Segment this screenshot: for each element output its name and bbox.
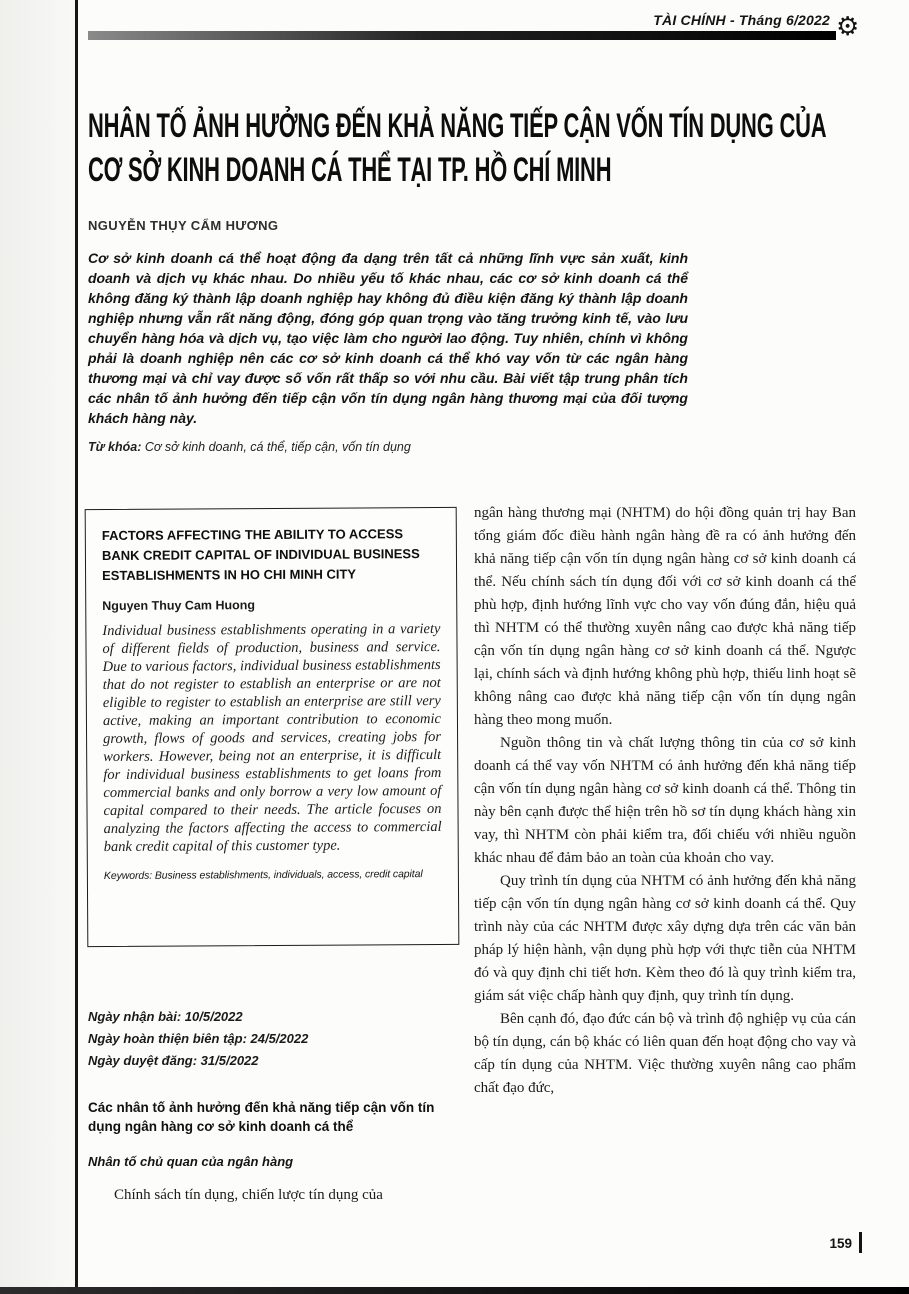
- date-revised: Ngày hoàn thiện biên tập: 24/5/2022: [88, 1031, 309, 1046]
- left-column-paragraph: Chính sách tín dụng, chiến lược tín dụng của: [114, 1187, 383, 1203]
- english-abstract-author: Nguyen Thuy Cam Huong: [102, 598, 256, 614]
- section-heading: Các nhân tố ảnh hưởng đến khả năng tiếp cận vốn tín dụng ngân hàng cơ sở kinh doanh cá thể: [88, 1100, 435, 1134]
- journal-title: TÀI CHÍNH - Tháng 6/2022: [653, 12, 830, 28]
- body-paragraph: ngân hàng thương mại (NHTM) do hội đồng quản trị hay Ban tổng giám đốc điều hành ngân hàng đề ra có ảnh hưởng đến khả năng tiếp cận vốn tín dụng ngân hàng cơ sở kinh doanh cá thể. Nếu chính sách tín dụng đối với cơ sở kinh doanh cá thể phù hợp, định hướng lĩnh vực cho vay vốn đúng đắn, hiệu quả thì NHTM có thể thường xuyên nâng cao được khả năng tiếp cận vốn tín dụng ngân hàng cơ sở kinh doanh cá thể. Ngược lại, chính sách và định hướng không phù hợp, thiếu linh hoạt sẽ không nâng cao được khả năng tiếp cận vốn tín dụng ngân hàng theo mong muốn.: [474, 505, 856, 728]
- keywords-text: Cơ sở kinh doanh, cá thể, tiếp cận, vốn tín dụng: [144, 440, 411, 454]
- submission-dates: [88, 1006, 308, 1072]
- date-received: Ngày nhận bài: 10/5/2022: [88, 1009, 243, 1024]
- body-paragraph: Bên cạnh đó, đạo đức cán bộ và trình độ nghiệp vụ của cán bộ tín dụng, cán bộ khác có liên quan đến hoạt động cho vay và cấp tín dụng của NHTM. Việc thường xuyên nâng cao phẩm chất đạo đức,: [474, 1011, 856, 1096]
- journal-header: [88, 12, 830, 28]
- spine-line: [75, 0, 78, 1294]
- page-number-rule: [859, 1232, 862, 1253]
- header-rule: [88, 31, 836, 40]
- body-paragraph: Quy trình tín dụng của NHTM có ảnh hưởng đến khả năng tiếp cận vốn tín dụng ngân hàng cơ sở kinh doanh cá thể. Quy trình này của các NHTM được xây dựng dựa trên các văn bản pháp lý hiện hành, vận dụng phù hợp với thực tiễn của NHTM đó và quy định chi tiết hơn. Kèm theo đó là quy trình kiểm tra, giám sát việc chấp hành quy định, quy trình tín dụng.: [474, 873, 856, 1004]
- english-abstract-title: FACTORS AFFECTING THE ABILITY TO ACCESS BANK CREDIT CAPITAL OF INDIVIDUAL BUSINESS ESTABLISHMENTS IN HO CHI MINH CITY: [101, 526, 420, 584]
- right-column: [474, 502, 856, 1100]
- english-keywords: Keywords: Business establishments, individuals, access, credit capital: [103, 868, 423, 883]
- english-abstract-text: Individual business establishments operating in a variety of different fields of production, business and service. Due to various factors, individual business establishments that do not register to establish an enterprise or are not eligible to register to establish an enterprise are still very active, making an important contribution to economic growth, flows of goods and services, creating jobs for workers. However, being not an enterprise, it is difficult for individual business establishments to get loans from commercial banks and only borrow a very low amount of capital compared to their needs. The article focuses on analyzing the factors affecting the access to commercial bank credit capital of this customer type.: [102, 620, 442, 856]
- subsection-heading: Nhân tố chủ quan của ngân hàng: [88, 1154, 294, 1169]
- article-title: NHÂN TỐ ẢNH HƯỞNG ĐẾN KHẢ NĂNG TIẾP CẬN VỐN TÍN DỤNG CỦA CƠ SỞ KINH DOANH CÁ THỂ TẠI TP. HỒ CHÍ MINH: [88, 107, 826, 189]
- body-paragraph: Nguồn thông tin và chất lượng thông tin của cơ sở kinh doanh cá thể vay vốn NHTM có ảnh hưởng đến khả năng tiếp cận vốn tín dụng ngân hàng cơ sở kinh doanh cá thể. Thông tin này bên cạnh được thể hiện trên hồ sơ tín dụng khách hàng xin vay, thì NHTM còn phải kiểm tra, đối chiếu với nhiều nguồn khác nhau để đảm bảo an toàn của khoản cho vay.: [474, 735, 856, 866]
- author-name: NGUYỄN THỤY CẨM HƯƠNG: [88, 218, 279, 233]
- bottom-rule: [0, 1287, 909, 1294]
- english-abstract-box: [85, 507, 460, 947]
- page-number: 159: [829, 1236, 852, 1251]
- page-left-edge: [0, 0, 75, 1294]
- gear-icon: ⚙: [836, 12, 860, 42]
- keywords-line: [88, 440, 688, 454]
- keywords-label: Từ khóa:: [88, 440, 142, 454]
- date-accepted: Ngày duyệt đăng: 31/5/2022: [88, 1053, 259, 1068]
- abstract-vietnamese: Cơ sở kinh doanh cá thể hoạt động đa dạng trên tất cả những lĩnh vực sản xuất, kinh doanh và dịch vụ khác nhau. Do nhiều yếu tố khác nhau, các cơ sở kinh doanh cá thể không đăng ký thành lập doanh nghiệp hay không đủ điều kiện đăng ký thành lập doanh nghiệp nhưng vẫn rất năng động, đóng góp quan trọng vào tăng trưởng kinh tế, vào lưu chuyển hàng hóa và dịch vụ, tạo việc làm cho người lao động. Tuy nhiên, chính vì không phải là doanh nghiệp nên các cơ sở kinh doanh cá thể khó vay vốn từ các ngân hàng thương mại và chỉ vay được số vốn rất thấp so với nhu cầu. Bài viết tập trung phân tích các nhân tố ảnh hưởng đến tiếp cận vốn tín dụng ngân hàng thương mại của đối tượng khách hàng này.: [88, 250, 688, 426]
